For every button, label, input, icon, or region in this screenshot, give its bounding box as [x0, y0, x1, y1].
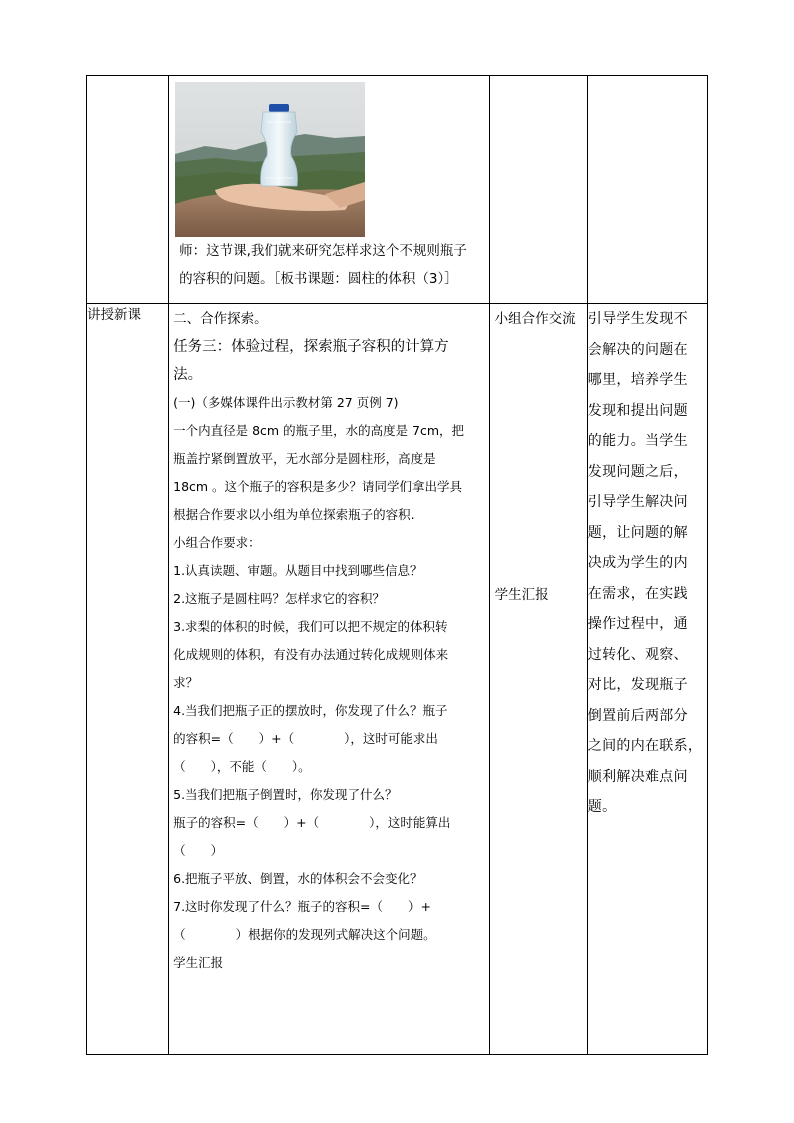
intent-line: 题。	[587, 799, 617, 815]
content-line: 任务三：体验过程，探索瓶子容积的计算方	[173, 339, 449, 355]
section-cell-empty	[87, 76, 169, 304]
activity-cell	[489, 304, 587, 1055]
content-cell	[169, 76, 490, 304]
content-line: 5.当我们把瓶子倒置时，你发现了什么？	[173, 787, 398, 802]
content-line: 6.把瓶子平放、倒置，水的体积会不会变化？	[173, 871, 423, 886]
content-line: （ ）根据你的发现列式解决这个问题。	[173, 927, 436, 942]
intent-line: 在需求，在实践	[587, 585, 688, 602]
content-line: 的容积=（ ）+（ ），这时可能求出	[173, 731, 438, 746]
table-row	[87, 304, 708, 1055]
content-line: 瓶子的容积=（ ）+（ ），这时能算出	[173, 815, 451, 830]
intent-line: 操作过程中，通	[587, 616, 688, 632]
intent-line: 发现问题之后，	[587, 463, 688, 480]
activity-group-discussion: 小组合作交流	[494, 311, 576, 327]
content-line: （ ）	[173, 843, 224, 858]
intent-line: 会解决的问题在	[587, 341, 688, 358]
intent-cell	[587, 304, 707, 1055]
teacher-line-2: 的容积的问题。［板书课题：圆柱的体积（3）］	[179, 271, 458, 287]
intent-line: 题，让问题的解	[587, 524, 688, 541]
lesson-plan-table	[86, 75, 708, 1055]
intent-cell-empty	[587, 76, 707, 304]
content-line: 小组合作要求：	[173, 535, 261, 550]
content-line: 求？	[173, 675, 199, 690]
content-line: 法。	[173, 367, 203, 383]
content-line: 1.认真读题、审题。从题目中找到哪些信息？	[173, 563, 423, 578]
intent-line: 引导学生解决问	[587, 494, 688, 510]
intent-line: 决成为学生的内	[587, 555, 688, 571]
content-line: （ ），不能（ ）。	[173, 759, 311, 774]
teacher-line-1: 师：这节课,我们就来研究怎样求这个不规则瓶子	[179, 243, 467, 259]
intent-line: 引导学生发现不	[587, 311, 688, 327]
intent-line: 过转化、观察、	[587, 646, 688, 663]
activity-student-report: 学生汇报	[494, 587, 549, 603]
content-line: 18cm 。这个瓶子的容积是多少？请同学们拿出学具	[173, 479, 463, 494]
content-line: 化成规则的体积，有没有办法通过转化成规则体来	[173, 647, 449, 662]
intent-line: 的能力。当学生	[587, 433, 688, 449]
intent-line: 发现和提出问题	[587, 402, 688, 419]
content-line: (一)（多媒体课件出示教材第 27 页例 7)	[173, 395, 399, 410]
content-line: 4.当我们把瓶子正的摆放时，你发现了什么？瓶子	[173, 703, 448, 718]
content-line: 根据合作要求以小组为单位探索瓶子的容积.	[173, 507, 415, 522]
content-line: 一个内直径是 8cm 的瓶子里，水的高度是 7cm，把	[173, 423, 465, 438]
content-line: 3.求梨的体积的时候，我们可以把不规定的体积转	[173, 619, 448, 634]
content-line: 7.这时你发现了什么？瓶子的容积=（ ）+	[173, 899, 431, 914]
activity-cell-empty	[489, 76, 587, 304]
intent-line: 之间的内在联系，	[587, 738, 703, 754]
content-line: 瓶盖拧紧倒置放平，无水部分是圆柱形，高度是	[173, 451, 436, 466]
bottle-photo	[175, 82, 365, 237]
intent-line: 哪里，培养学生	[587, 372, 688, 388]
intent-line: 顺利解决难点问	[587, 768, 688, 785]
content-line: 2.这瓶子是圆柱吗？怎样求它的容积？	[173, 591, 386, 606]
table-row	[87, 76, 708, 304]
intent-line: 对比，发现瓶子	[587, 677, 688, 693]
content-cell	[169, 304, 490, 1055]
section-label: 讲授新课	[87, 304, 169, 1055]
content-line: 二、合作探索。	[173, 311, 268, 327]
content-line: 学生汇报	[173, 955, 224, 970]
intent-line: 倒置前后两部分	[587, 707, 688, 724]
